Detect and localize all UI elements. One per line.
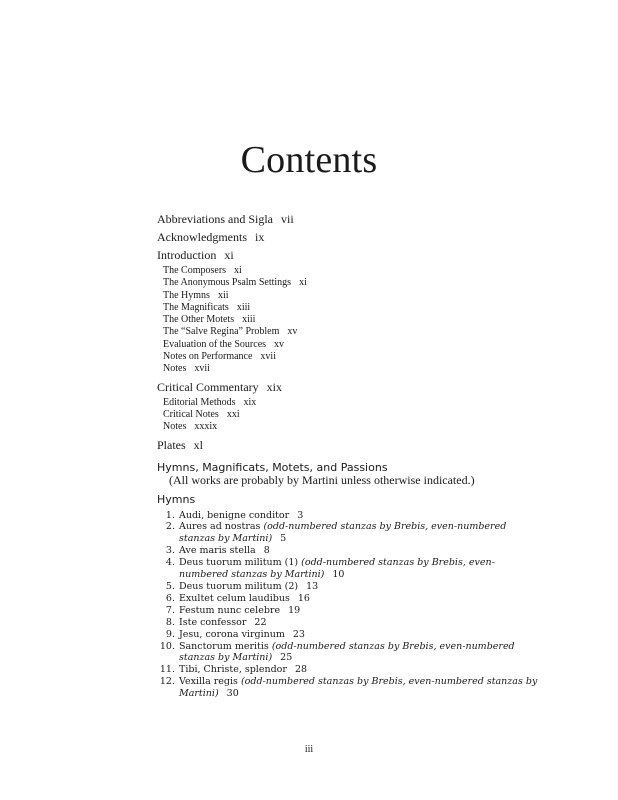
hymn-item [157,545,539,557]
toc-subentry-page: xi [299,277,307,289]
hymn-item [157,664,539,676]
hymn-number: 10. [159,640,175,652]
toc-subentry [157,421,557,433]
hymn-attribution: (odd-numbered stanzas by Brebis, even-numbered stanzas by Martini) [179,640,515,664]
hymn-page: 22 [254,616,267,628]
hymn-title: Ave maris stella [179,545,256,557]
hymn-title: Festum nunc celebre [179,604,281,616]
hymn-number: 8. [165,616,175,628]
toc-subentry-label: Notes [163,421,187,433]
hymn-title: Aures ad nostras [179,521,261,533]
toc-subentry-label: Editorial Methods [163,396,236,408]
hymns-heading: Hymns [157,492,196,506]
toc-subentry-label: The Other Motets [163,314,235,326]
hymn-title: Sanctorum meritis [179,640,269,652]
hymn-attribution: (odd-numbered stanzas by Brebis, even-numbered stanzas by Martini) [179,557,495,581]
hymn-page: 10 [332,569,345,581]
toc-entry-label: Abbreviations and Sigla [157,212,273,226]
toc-entry [157,212,557,226]
toc-subentry-page: xvii [194,363,210,375]
hymn-page: 30 [226,688,239,700]
toc-entry [157,438,557,452]
hymn-number: 2. [165,521,175,533]
toc-entry [157,380,557,394]
toc-subentry-page: xii [217,289,229,301]
hymn-page: 28 [294,664,308,676]
hymn-item [157,605,539,617]
hymn-number: 7. [165,604,175,616]
hymn-number: 12. [159,676,175,688]
toc-entry-label: Acknowledgments [157,230,247,244]
toc-subentries [157,397,557,434]
hymn-number: 3. [165,545,175,557]
toc-subentry-label: Notes [163,363,187,375]
toc-subentry [157,326,557,338]
hymn-title: Exultet celum laudibus [179,592,290,604]
hymn-number: 9. [165,628,175,640]
toc-subentry [157,409,557,421]
hymn-item [157,510,539,522]
hymn-title: Vexilla regis [179,676,238,688]
hymns-section [157,493,557,701]
toc-subentries [157,265,557,376]
toc-entry [157,248,557,262]
toc-subentry-label: The Composers [163,265,227,276]
hymn-item [157,557,539,581]
toc-subentry-page: xv [274,338,285,350]
toc-subentry-label: Critical Notes [163,408,219,420]
page-number: iii [304,744,314,755]
toc-entry-page: xix [266,379,282,394]
toc-subentry-page: xix [243,396,257,408]
hymn-item [157,676,539,700]
toc-subentry-label: The Hymns [163,289,210,301]
hymn-title: Iste confessor [179,616,247,628]
hymn-item [157,641,539,665]
hymn-number: 6. [165,592,175,604]
toc-subentry-page: xiii [236,301,251,313]
hymn-number: 5. [165,581,175,592]
toc-entry [157,230,557,244]
toc-subentry-page: xxi [226,408,240,420]
toc-entry-page: xi [224,248,234,262]
hymn-page: 3 [297,509,304,521]
toc-subentry-label: Notes on Performance [163,351,253,363]
hymn-title: Deus tuorum militum (2) [179,581,299,592]
hymn-item [157,581,539,593]
toc-entry-label: Introduction [157,248,217,262]
toc-subentry-page: xxxix [194,421,218,433]
toc-subentry-label: The Magnificats [163,301,229,313]
hymn-list [157,510,557,701]
hymn-attribution: (odd-numbered stanzas by Brebis, even-numbered stanzas by Martini) [179,676,538,700]
toc-entry-page: vii [280,212,294,226]
toc-subentry-label: The “Salve Regina” Problem [163,326,280,338]
toc-subentry [157,363,557,375]
hymn-page: 16 [297,592,310,604]
table-of-contents [157,212,557,700]
hymn-item [157,629,539,641]
toc-subentry [157,290,557,302]
hymn-number: 11. [159,664,175,676]
toc-subentry-page: xvii [260,351,276,363]
page-title: Contents [240,139,378,181]
toc-subentry [157,265,557,277]
toc-entry-label: Critical Commentary [157,379,259,394]
hymn-item [157,521,539,545]
toc-subentry [157,314,557,326]
toc-entry-label: Plates [157,437,186,452]
front-matter-list [157,212,557,452]
hymn-page: 13 [306,581,319,592]
hymn-page: 25 [280,652,293,664]
toc-subentry [157,351,557,363]
hymn-title: Audi, benigne conditor [179,509,290,521]
part-block [157,461,557,487]
hymn-number: 1. [165,509,175,521]
toc-subentry [157,397,557,409]
toc-subentry [157,302,557,314]
toc-subentry-label: The Anonymous Psalm Settings [163,277,292,289]
hymn-page: 5 [280,533,287,545]
toc-entry-page: xl [193,437,204,452]
hymn-title: Tibi, Christe, splendor [179,664,287,676]
hymn-title: Deus tuorum militum (1) [179,557,299,569]
hymn-item [157,593,539,605]
toc-subentry-page: xv [287,326,298,338]
hymn-number: 4. [165,557,175,569]
part-title: Hymns, Magnificats, Motets, and Passions [157,460,388,474]
toc-subentry-label: Evaluation of the Sources [163,338,267,350]
part-note: (All works are probably by Martini unless otherwise indicated.) [169,472,475,487]
toc-entry-page: ix [254,230,265,244]
hymn-item [157,617,539,629]
toc-subentry [157,277,557,289]
hymn-page: 23 [292,628,305,640]
hymn-page: 8 [263,545,270,557]
toc-subentry-page: xiii [242,314,256,326]
hymn-title: Jesu, corona virginum [179,628,285,640]
toc-subentry [157,339,557,351]
toc-subentry-page: xi [234,265,242,276]
hymn-page: 19 [288,604,301,616]
hymn-attribution: (odd-numbered stanzas by Brebis, even-numbered stanzas by Martini) [179,521,507,545]
